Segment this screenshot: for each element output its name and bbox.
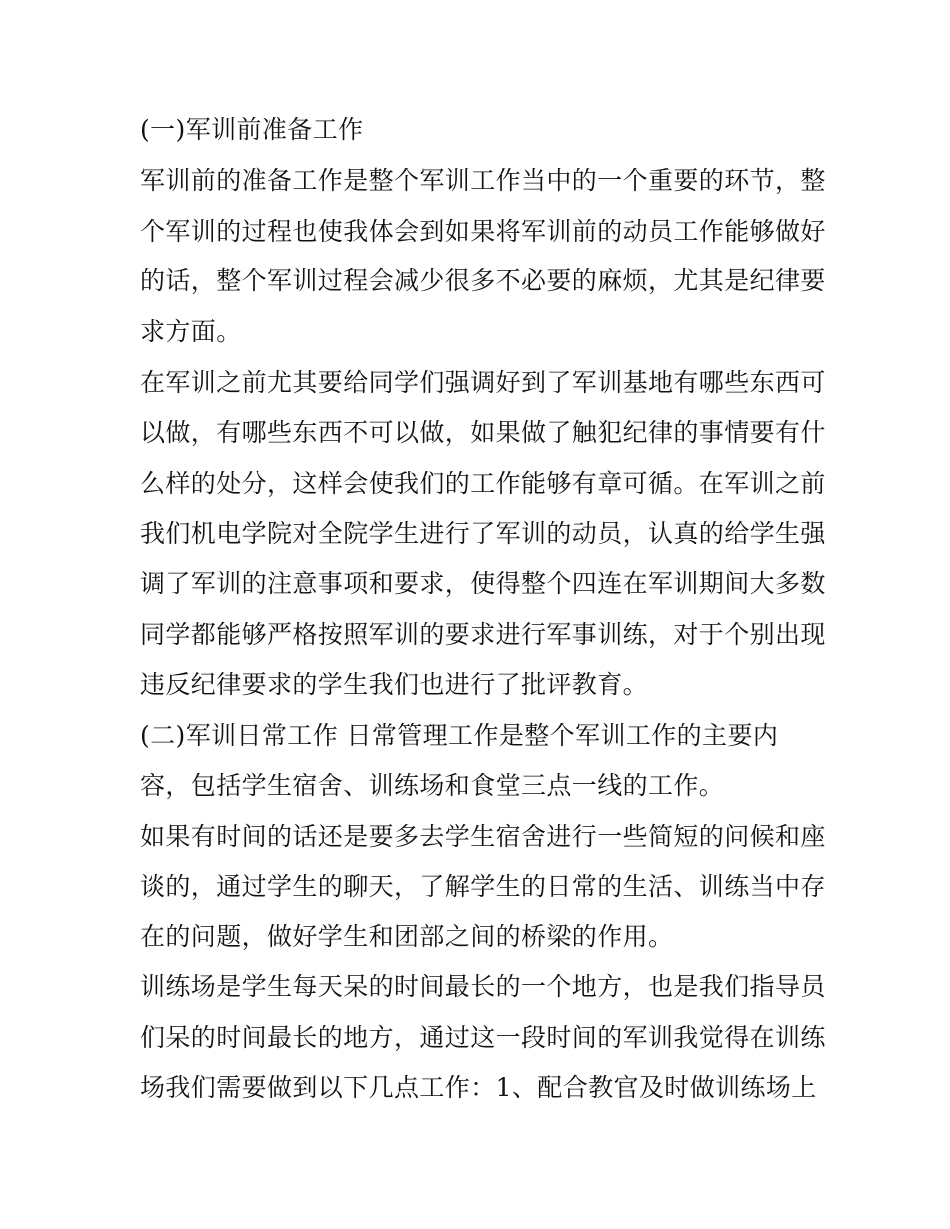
paragraph-line: 容，包括学生宿舍、训练场和食堂三点一线的工作。 <box>140 771 725 800</box>
paragraph-line: 我们机电学院对全院学生进行了军训的动员，认真的给学生强 <box>140 519 826 548</box>
paragraph-line: 在军训之前尤其要给同学们强调好到了军训基地有哪些东西可 <box>140 368 826 397</box>
paragraph-line: 场我们需要做到以下几点工作：1、配合教官及时做训练场上 <box>140 1073 817 1102</box>
paragraph-line: 谈的，通过学生的聊天，了解学生的日常的生活、训练当中存 <box>140 872 826 901</box>
paragraph-line: 个军训的过程也使我体会到如果将军训前的动员工作能够做好 <box>140 217 826 246</box>
paragraph-line: 们呆的时间最长的地方，通过这一段时间的军训我觉得在训练 <box>140 1023 826 1052</box>
paragraph-line: 违反纪律要求的学生我们也进行了批评教育。 <box>140 670 649 699</box>
paragraph-line: 么样的处分，这样会使我们的工作能够有章可循。在军训之前 <box>140 469 826 498</box>
section-heading-2: (二)军训日常工作 日常管理工作是整个军训工作的主要内 <box>140 721 779 750</box>
paragraph-line: 以做，有哪些东西不可以做，如果做了触犯纪律的事情要有什 <box>140 418 826 447</box>
paragraph-line: 在的问题，做好学生和团部之间的桥梁的作用。 <box>140 922 674 951</box>
paragraph-line: 的话，整个军训过程会减少很多不必要的麻烦，尤其是纪律要 <box>140 266 826 295</box>
paragraph-line: 调了军训的注意事项和要求，使得整个四连在军训期间大多数 <box>140 569 826 598</box>
paragraph-line: 同学都能够严格按照军训的要求进行军事训练，对于个别出现 <box>140 620 826 649</box>
section-heading-1: (一)军训前准备工作 <box>140 115 364 144</box>
paragraph-line: 军训前的准备工作是整个军训工作当中的一个重要的环节，整 <box>140 166 826 195</box>
paragraph-line: 训练场是学生每天呆的时间最长的一个地方，也是我们指导员 <box>140 972 826 1001</box>
paragraph-line: 求方面。 <box>140 317 242 346</box>
paragraph-line: 如果有时间的话还是要多去学生宿舍进行一些简短的问候和座 <box>140 822 826 851</box>
